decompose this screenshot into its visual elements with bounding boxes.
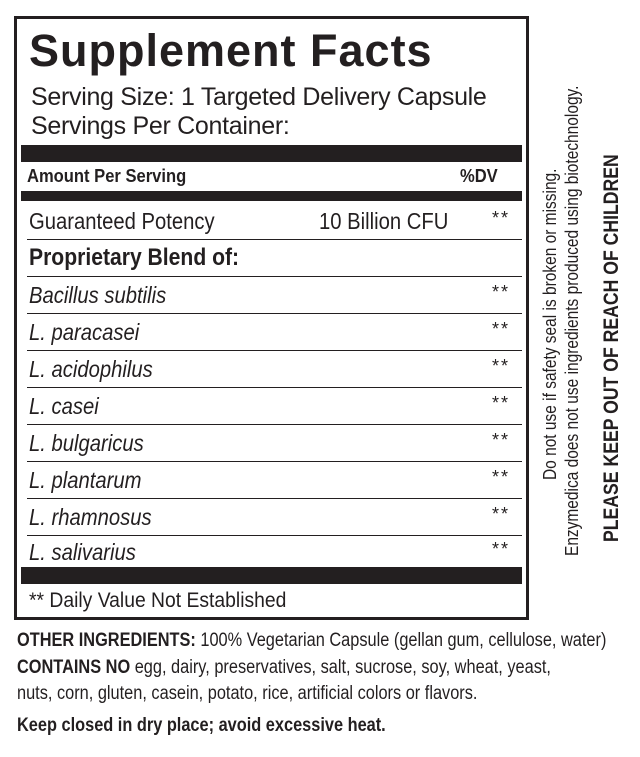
row-dv: ** xyxy=(491,539,510,559)
row-dv: ** xyxy=(491,208,510,228)
row-name: L. plantarum xyxy=(29,467,142,493)
row-dv: ** xyxy=(491,504,510,524)
daily-value-footnote: ** Daily Value Not Established xyxy=(29,589,287,612)
row-dv: ** xyxy=(491,282,510,302)
other-ingredients-text: 100% Vegetarian Capsule (gellan gum, cellulose, water) xyxy=(195,630,607,651)
contains-no-continued: nuts, corn, gluten, casein, potato, rice, artificial colors or flavors. xyxy=(17,683,478,704)
panel-title: Supplement Facts xyxy=(29,25,433,76)
table-row xyxy=(27,240,522,277)
table-row xyxy=(27,425,522,462)
row-amount: 10 Billion CFU xyxy=(319,208,449,234)
row-name: Proprietary Blend of: xyxy=(29,244,240,271)
amount-per-serving-header: Amount Per Serving xyxy=(27,166,187,186)
table-row xyxy=(27,351,522,388)
table-row xyxy=(27,203,522,240)
table-row xyxy=(27,534,522,567)
row-dv: ** xyxy=(491,430,510,450)
row-name: L. acidophilus xyxy=(29,356,153,382)
row-name: L. casei xyxy=(29,393,99,419)
children-warning: PLEASE KEEP OUT OF REACH OF CHILDREN xyxy=(600,154,623,543)
table-row xyxy=(27,277,522,314)
divider-bar-bottom xyxy=(21,567,522,584)
contains-no-text: egg, dairy, preservatives, salt, sucrose, soy, wheat, yeast, xyxy=(130,657,551,678)
row-name: Guaranteed Potency xyxy=(29,208,215,234)
table-row xyxy=(27,499,522,536)
row-name: Bacillus subtilis xyxy=(29,282,167,308)
safety-seal-notice: Do not use if safety seal is broken or missing. xyxy=(540,168,560,481)
row-name: L. bulgaricus xyxy=(29,430,144,456)
serving-size: Serving Size: 1 Targeted Delivery Capsule xyxy=(31,83,487,111)
row-dv: ** xyxy=(491,356,510,376)
row-dv: ** xyxy=(491,319,510,339)
servings-per-container: Servings Per Container: xyxy=(31,112,290,140)
row-name: L. rhamnosus xyxy=(29,504,152,530)
divider-bar-header xyxy=(21,191,522,201)
row-dv: ** xyxy=(491,393,510,413)
other-ingredients-label: OTHER INGREDIENTS: xyxy=(17,630,196,651)
row-name: L. salivarius xyxy=(29,539,136,565)
contains-no-label: CONTAINS NO xyxy=(17,657,131,678)
table-row xyxy=(27,314,522,351)
table-row xyxy=(27,388,522,425)
biotechnology-notice: Enzymedica does not use ingredients produced using biotechnology. xyxy=(562,85,582,557)
other-ingredients xyxy=(17,628,606,654)
table-row xyxy=(27,462,522,499)
contains-no xyxy=(17,655,551,681)
daily-value-header: %DV xyxy=(460,166,498,186)
row-dv: ** xyxy=(491,467,510,487)
divider-bar-top xyxy=(21,145,522,162)
storage-instructions: Keep closed in dry place; avoid excessive heat. xyxy=(17,715,386,736)
row-name: L. paracasei xyxy=(29,319,140,345)
supplement-facts-panel xyxy=(14,16,529,620)
